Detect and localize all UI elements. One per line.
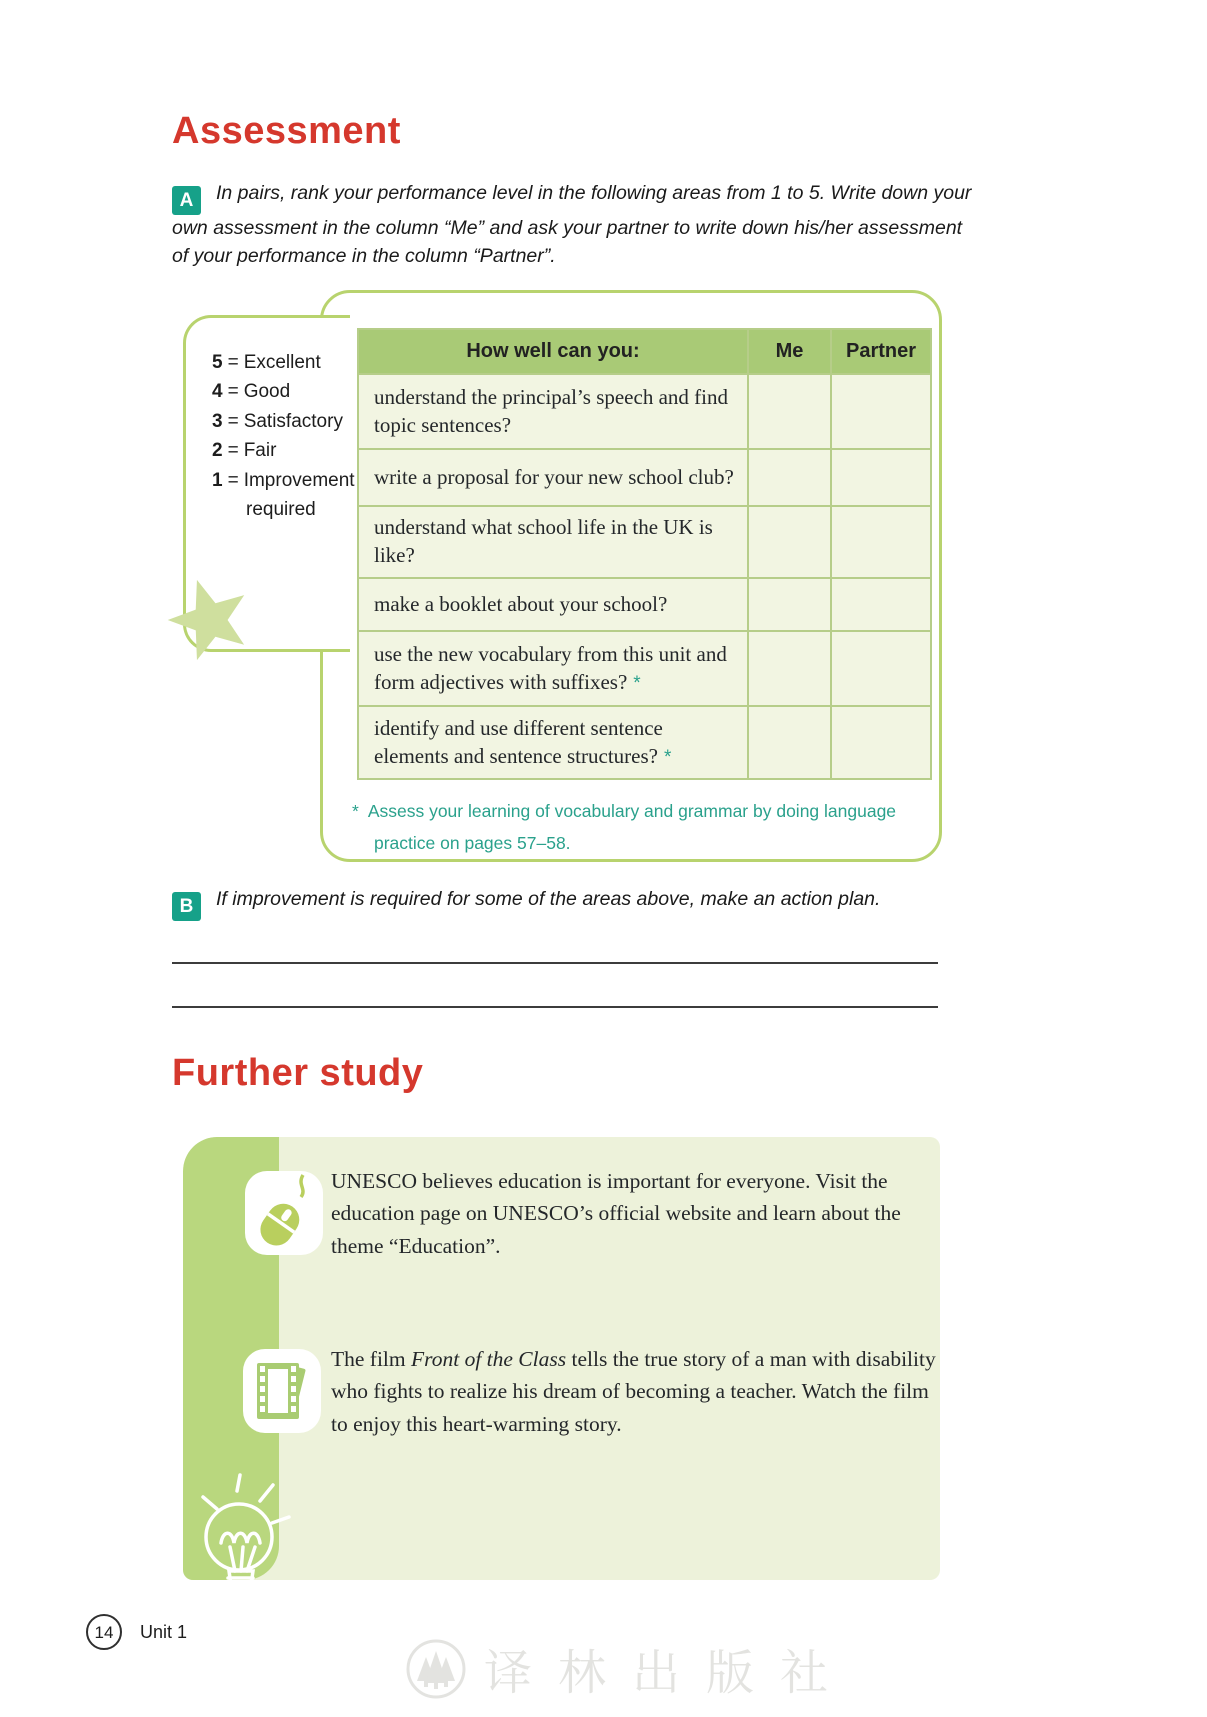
legend-num: 2 (212, 440, 223, 462)
legend-label: Excellent (243, 352, 321, 373)
film-text-after: tells the true story of a man with disability who fights to realize his dream of becoming a teacher. Watch the film to enjoy this heart-warming story. (331, 1347, 936, 1436)
assessment-heading: Assessment (172, 110, 401, 152)
table-row (358, 578, 931, 631)
section-b-instruction: If improvement is required for some of the areas above, make an action plan. (216, 888, 881, 910)
further-study-item-film (331, 1343, 937, 1440)
partner-cell (831, 506, 931, 578)
legend-label: Fair (243, 440, 277, 462)
answer-line (172, 1006, 938, 1008)
footnote-marker: * (633, 672, 641, 694)
page-number: 14 (86, 1614, 122, 1650)
partner-cell (831, 374, 931, 449)
lightbulb-icon (183, 1459, 303, 1580)
unit-label: Unit 1 (140, 1622, 188, 1642)
question-text: use the new vocabulary from this unit and form adjectives with suffixes? (374, 641, 727, 694)
footnote-asterisk: * (352, 801, 359, 821)
table-row (358, 706, 931, 779)
legend-num: 3 (212, 410, 223, 432)
me-cell (748, 506, 831, 578)
section-a-instruction: In pairs, rank your performance level in the following areas from 1 to 5. Write down your own assessment in the column “Me” and ask your partner to write down his/her assessment of your performance in the column “Partner”. (172, 182, 972, 267)
legend-separator: = (227, 440, 239, 462)
footnote-text: Assess your learning of vocabulary and grammar by doing language practice on pages 57–58. (367, 801, 897, 853)
publisher-watermark (404, 1634, 854, 1703)
table-row (358, 506, 931, 578)
legend-num: 5 (212, 352, 223, 373)
further-study-item-website (331, 1165, 937, 1262)
self-assessment-table (357, 328, 932, 780)
website-text: UNESCO believes education is important for everyone. Visit the education page on UNESCO’s official website and learn about the theme “Education”. (331, 1169, 901, 1258)
me-cell (748, 631, 831, 706)
legend-separator: = (227, 381, 239, 403)
me-cell (748, 449, 831, 506)
legend-separator: = (227, 469, 239, 491)
section-b-badge: B (172, 892, 201, 921)
me-cell (748, 578, 831, 631)
legend-separator: = (227, 410, 239, 432)
legend-num: 1 (212, 469, 223, 491)
section-a-badge: A (172, 186, 201, 215)
legend-separator: = (227, 352, 239, 373)
table-row (358, 631, 931, 706)
question-text: understand what school life in the UK is like? (374, 515, 713, 567)
question-text: identify and use different sentence elements and sentence structures? (374, 715, 663, 768)
table-footnote (352, 796, 954, 859)
film-icon (243, 1349, 321, 1433)
watermark-text: 译林出版社 (484, 1647, 855, 1700)
legend-label: Satisfactory (243, 410, 343, 432)
partner-cell (831, 706, 931, 779)
partner-cell (831, 578, 931, 631)
question-text: understand the principal’s speech and find topic sentences? (374, 384, 728, 437)
footnote-marker: * (663, 746, 672, 768)
me-cell (748, 706, 831, 779)
table-row (358, 449, 931, 506)
partner-cell (831, 449, 931, 506)
section-b (172, 886, 972, 921)
film-text-before: The film (331, 1347, 412, 1371)
me-cell (748, 374, 831, 449)
question-text: make a booklet about your school? (374, 591, 668, 616)
answer-line (172, 962, 938, 964)
star-icon (166, 576, 254, 664)
film-title: Front of the Class (411, 1347, 567, 1371)
legend-label: Good (243, 381, 291, 403)
table-row (358, 374, 931, 449)
table-header-me: Me (748, 329, 831, 374)
table-header-row (358, 329, 931, 374)
further-study-panel (183, 1137, 940, 1580)
computer-mouse-icon (245, 1171, 323, 1255)
section-a (172, 180, 972, 270)
question-text: write a proposal for your new school club? (374, 464, 734, 489)
legend-label: Improvement required (243, 469, 355, 521)
partner-cell (831, 631, 931, 706)
legend-num: 4 (212, 381, 223, 403)
table-header-question: How well can you: (358, 329, 748, 374)
further-study-heading: Further study (172, 1052, 424, 1094)
table-header-partner: Partner (831, 329, 931, 374)
yilin-press-logo-icon (404, 1637, 468, 1701)
